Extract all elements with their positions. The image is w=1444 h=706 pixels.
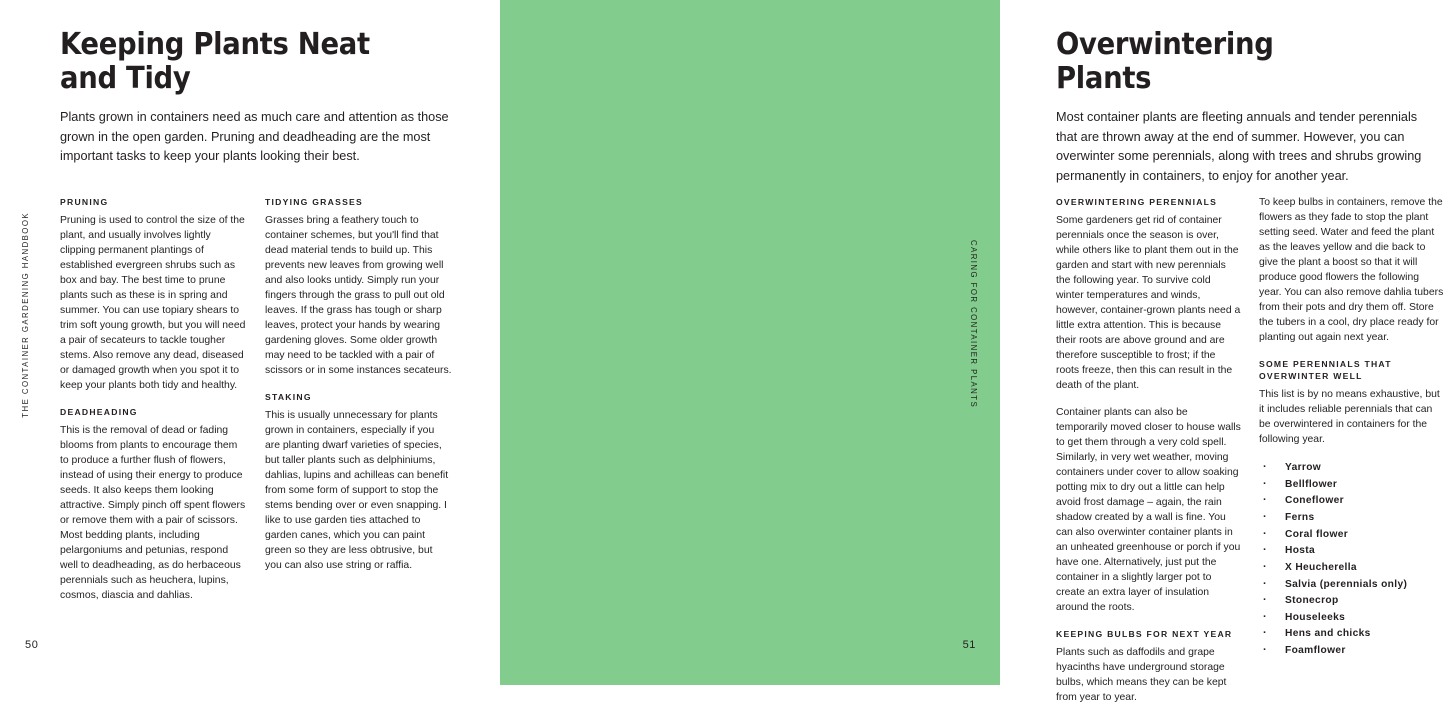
right-column-two — [1259, 196, 1444, 706]
page-deck-right: Most container plants are fleeting annuals and tender perennials that are thrown away at the end of summer. However, you can overwinter some perennials, along with trees and shrubs growing permanently in containers, to enjoy for another year. — [1056, 110, 1422, 184]
left-column-two — [265, 196, 452, 604]
section-heading-some-perennials: SOME PERENNIALS THAT OVERWINTER WELL — [1259, 358, 1392, 382]
right-column-one — [1056, 196, 1241, 706]
page-title-left: Keeping Plants Neat and Tidy — [60, 27, 370, 96]
running-head-right: CARING FOR CONTAINER PLANTS — [969, 240, 978, 409]
section-body-keeping-bulbs: Plants such as daffodils and grape hyacinths have underground storage bulbs, which means they can be kept from year to year. — [1056, 647, 1227, 703]
section-heading-keeping-bulbs: KEEPING BULBS FOR NEXT YEAR — [1056, 628, 1233, 639]
section-heading-overwintering-perennials: OVERWINTERING PERENNIALS — [1056, 197, 1218, 207]
perennial-list-item: · Hosta — [1261, 543, 1444, 560]
section-heading-deadheading: DEADHEADING — [60, 407, 138, 418]
perennial-list-item: · Coneflower — [1261, 493, 1444, 510]
perennial-list-item: · Coral flower — [1261, 527, 1444, 544]
perennial-list — [1259, 460, 1444, 660]
page-deck-left: Plants grown in containers need as much care and attention as those grown in the open garden. Pruning and deadheading are the most important tasks to keep your plants looking their best. — [60, 110, 449, 164]
left-page-columns — [60, 196, 452, 604]
perennial-list-item: · Foamflower — [1261, 643, 1444, 660]
section-heading-staking: STAKING — [265, 392, 312, 403]
page-number-left: 50 — [25, 639, 39, 651]
running-head-left: THE CONTAINER GARDENING HANDBOOK — [21, 212, 30, 418]
section-body-moving-containers: Container plants can also be temporarily moved closer to house walls to get them through a very cold spell. Similarly, in very wet weather, moving containers under cover to allow soaking potting mix to dry out a little can help avoid frost damage – again, the rain shadow created by a wall is fine. You can also overwinter container plants in an unheated greenhouse or porch if you have one. Alternatively, just put the container in a slightly larger pot to create an extra layer of insulation around the roots. — [1056, 407, 1241, 613]
section-body-staking: This is usually unnecessary for plants grown in containers, especially if you are planting dwarf varieties of species, but taller plants such as delphiniums, dahlias, lupins and achilleas can benefit from some form of support to stop the stems bending over or even snapping. I like to use garden ties attached to garden canes, which you can paint green so they are less obtrusive, but you can also use string or raffia. — [265, 410, 449, 572]
perennial-list-item: · X Heucherella — [1261, 560, 1444, 577]
left-page — [0, 0, 500, 685]
right-page-columns — [1056, 196, 1444, 706]
page-number-right: 51 — [962, 639, 976, 651]
section-body-tidying-grasses: Grasses bring a feathery touch to container schemes, but you'll find that dead material tends to build up. This prevents new leaves from growing well and also looks untidy. Simply run your fingers through the grass to pull out old leaves. If the grass has tough or sharp leaves, protect your hands by wearing gardening gloves. Some older growth may need to be tackled with a pair of scissors or in some instances secateurs. — [265, 215, 452, 377]
perennial-list-item: · Houseleeks — [1261, 610, 1444, 627]
perennial-list-item: · Salvia (perennials only) — [1261, 577, 1444, 594]
page-title-right: Overwintering Plants — [1056, 27, 1274, 96]
left-column-one — [60, 196, 247, 604]
section-body-deadheading: This is the removal of dead or fading blooms from plants to encourage them to produce a further flush of flowers, instead of using their energy to produce seeds. It also keeps them looking attractive. Simply pinch off spent flowers or remove them with a pair of scissors. Most bedding plants, including pelargoniums and petunias, respond well to deadheading, as do herbaceous perennials such as heuchera, lupins, cosmos, diascia and dahlias. — [60, 425, 246, 602]
perennial-list-item: · Ferns — [1261, 510, 1444, 527]
perennial-list-item: · Stonecrop — [1261, 593, 1444, 610]
right-page — [500, 0, 1444, 703]
section-body-some-perennials: This list is by no means exhaustive, but it includes reliable perennials that can be overwintered in containers for the following year. — [1259, 389, 1440, 446]
perennial-list-item: · Yarrow — [1261, 460, 1444, 477]
section-body-pruning: Pruning is used to control the size of the plant, and usually involves lightly clipping permanent plantings of established evergreen shrubs such as box and bay. The best time to prune plants such as these is in spring and summer. You can use topiary shears to trim soft young growth, but you will need a pair of secateurs to tackle tougher stems. Also remove any dead, diseased or damaged growth when you spot it to keep your plants both tidy and healthy. — [60, 215, 246, 392]
section-body-overwintering-perennials: Some gardeners get rid of container perennials once the season is over, while others like to plant them out in the garden and start with new perennials the following year. To survive cold winter temperatures and winds, however, container-grown plants need a little extra attention. This is because their roots are above ground and are therefore susceptible to frost; if the roots freeze, then this can result in the death of the plant. — [1056, 215, 1241, 392]
section-heading-pruning: PRUNING — [60, 197, 109, 207]
section-body-keeping-bulbs-continued: To keep bulbs in containers, remove the flowers as they fade to stop the plant setting seed. Water and feed the plant as the leaves yellow and die back to give the plant a boost so that it will produce good flowers the following year. You can also remove dahlia tubers from their pots and dry them off. Store the tubers in a cool, dry place ready for planting out again next year. — [1259, 197, 1444, 343]
section-heading-tidying-grasses: TIDYING GRASSES — [265, 197, 364, 207]
perennial-list-item: · Bellflower — [1261, 477, 1444, 494]
perennial-list-item: · Hens and chicks — [1261, 626, 1444, 643]
